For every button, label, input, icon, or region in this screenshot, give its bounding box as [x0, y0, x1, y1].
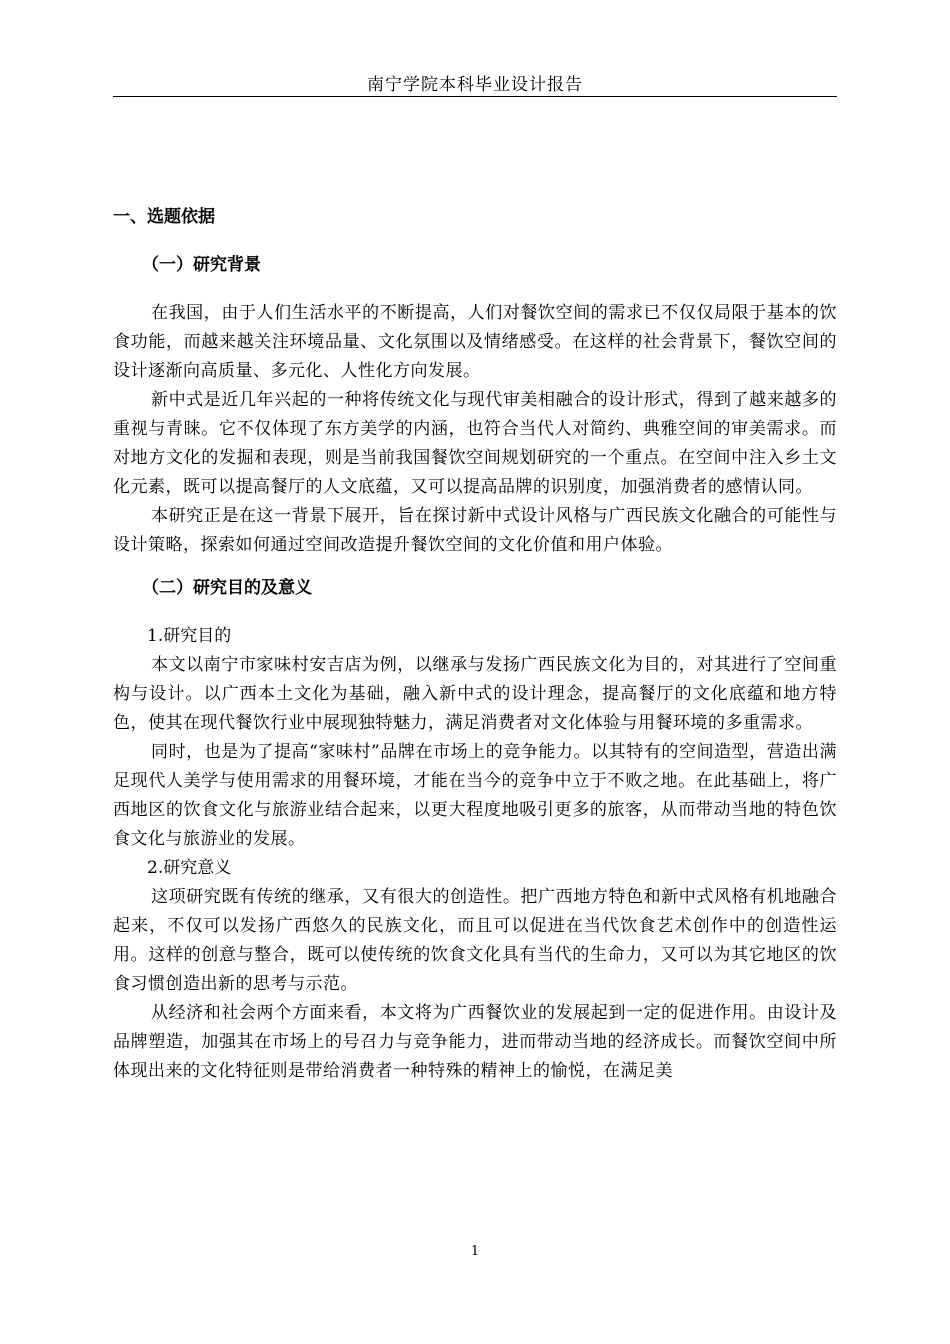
body-paragraph: 这项研究既有传统的继承，又有很大的创造性。把广西地方特色和新中式风格有机地融合起来，不仅可以发扬广西悠久的民族文化，而且可以促进在当代饮食艺术创作中的创造性运用。这样的创意与整合，既可以使传统的饮食文化具有当代的生命力，又可以为其它地区的饮食习惯创造出新的思考与示范。 [113, 887, 837, 994]
subsection-heading-purpose: （二）研究目的及意义 [142, 578, 312, 598]
numbered-heading-purpose: 1.研究目的 [147, 626, 232, 646]
header-divider [113, 96, 837, 97]
numbered-heading-significance: 2.研究意义 [147, 858, 232, 878]
body-paragraph: 本研究正是在这一背景下展开，旨在探讨新中式设计风格与广西民族文化融合的可能性与设计策略，探索如何通过空间改造提升餐饮空间的文化价值和用户体验。 [113, 506, 837, 555]
subsection-heading-background: （一）研究背景 [142, 255, 261, 275]
body-paragraph: 从经济和社会两个方面来看，本文将为广西餐饮业的发展起到一定的促进作用。由设计及品牌塑造，加强其在市场上的号召力与竞争能力，进而带动当地的经济成长。而餐饮空间中所体现出来的文化特征则是带给消费者一种特殊的精神上的愉悦，在满足美 [113, 1003, 837, 1081]
document-body [113, 203, 837, 1086]
body-paragraph: 本文以南宁市家味村安吉店为例，以继承与发扬广西民族文化为目的，对其进行了空间重构与设计。以广西本土文化为基础，融入新中式的设计理念，提高餐厅的文化底蕴和地方特色，使其在现代餐饮行业中展现独特魅力，满足消费者对文化体验与用餐环境的多重需求。 [113, 655, 837, 733]
body-paragraph: 同时，也是为了提高“家味村”品牌在市场上的竞争能力。以其特有的空间造型，营造出满足现代人美学与使用需求的用餐环境，才能在当今的竞争中立于不败之地。在此基础上，将广西地区的饮食文化与旅游业结合起来，以更大程度地吸引更多的旅客，从而带动当地的特色饮食文化与旅游业的发展。 [113, 742, 837, 849]
body-paragraph: 在我国，由于人们生活水平的不断提高，人们对餐饮空间的需求已不仅仅局限于基本的饮食功能，而越来越关注环境品量、文化氛围以及情绪感受。在这样的社会背景下，餐饮空间的设计逐渐向高质量、多元化、人性化方向发展。 [113, 303, 837, 381]
section-heading: 一、选题依据 [113, 207, 215, 227]
page-number: 1 [470, 1244, 480, 1259]
body-paragraph: 新中式是近几年兴起的一种将传统文化与现代审美相融合的设计形式，得到了越来越多的重视与青睐。它不仅体现了东方美学的内涵，也符合当代人对简约、典雅空间的审美需求。而对地方文化的发掘和表现，则是当前我国餐饮空间规划研究的一个重点。在空间中注入乡土文化元素，既可以提高餐厅的人文底蕴，又可以提高品牌的识别度，加强消费者的感情认同。 [113, 390, 837, 497]
running-header: 南宁学院本科毕业设计报告 [367, 75, 583, 95]
